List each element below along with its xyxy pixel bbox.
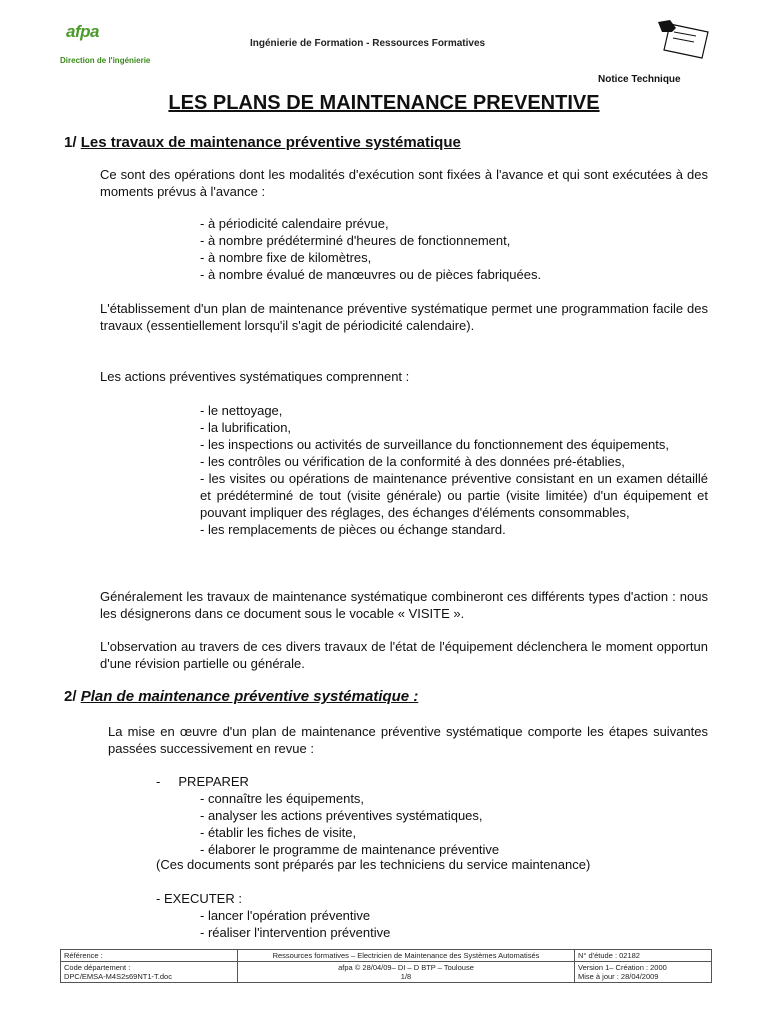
list-item: - lancer l'opération préventive [200, 908, 371, 923]
section-2-heading: Plan de maintenance préventive systématique : [80, 688, 419, 705]
section-1-para-2: L'établissement d'un plan de maintenance préventive systématique permet une programmation facile des travaux (essentiellement lorsqu'il s'agit de périodicité calendaire). [100, 301, 708, 333]
copyright: afpa © 28/04/09– DI – D BTP – Toulouse [338, 963, 474, 972]
preparer-note [156, 856, 590, 873]
afpa-logo: afpa [66, 22, 99, 41]
list-item: - les visites ou opérations de maintenance préventive consistant en un examen détaillé et prédéterminé de tout (visite générale) ou partie (visite limitée) d'un équipement et pouvant impliquer des réglages, des échanges d'éléments consommables, [200, 471, 708, 520]
section-1-intro: Ce sont des opérations dont les modalités d'exécution sont fixées à l'avance et qui sont exécutées à des moments prévus à l'avance : [100, 167, 708, 199]
document-hand-icon [656, 18, 712, 62]
header-title: Ingénierie de Formation - Ressources Formatives [250, 38, 486, 49]
list-item: - les inspections ou activités de surveillance du fonctionnement des équipements, [200, 437, 669, 452]
preparer-list [200, 790, 499, 858]
preparer-note-text: (Ces documents sont préparés par les techniciens du service maintenance) [156, 857, 591, 872]
code-cell [61, 962, 238, 983]
footer-row [61, 962, 712, 983]
reference-label: Référence : [61, 950, 238, 962]
notice-label: Notice Technique [598, 74, 681, 85]
version: Version 1– Création : 2000 [578, 963, 667, 972]
section-1-para-5: L'observation au travers de ces divers travaux de l'état de l'équipement déclenchera le moment opportun d'une révision partielle ou générale. [100, 639, 708, 671]
actions-list [200, 402, 708, 538]
list-item: - à nombre prédéterminé d'heures de fonctionnement, [200, 233, 511, 248]
page-title: LES PLANS DE MAINTENANCE PREVENTIVE [168, 92, 600, 114]
list-item: - à nombre évalué de manœuvres ou de pièces fabriquées. [200, 267, 542, 282]
list-item: - réaliser l'intervention préventive [200, 925, 391, 940]
footer-table [60, 949, 712, 983]
list-item: - élaborer le programme de maintenance préventive [200, 842, 500, 857]
section-1-title [64, 134, 461, 151]
page-number: 1/8 [400, 972, 412, 981]
list-item: - le nettoyage, [200, 403, 283, 418]
list-item: - à périodicité calendaire prévue, [200, 216, 389, 231]
reference-title: Ressources formatives – Electricien de Maintenance des Systèmes Automatisés [238, 950, 575, 962]
list-item: - à nombre fixe de kilomètres, [200, 250, 372, 265]
section-2-number: 2/ [64, 688, 77, 705]
list-item: - les remplacements de pièces ou échange standard. [200, 522, 506, 537]
logo-subtitle: Direction de l'ingénierie [60, 56, 151, 65]
list-item: - analyser les actions préventives systématiques, [200, 808, 483, 823]
section-2-title [64, 688, 418, 705]
list-item: - les contrôles ou vérification de la conformité à des données pré-établies, [200, 454, 625, 469]
section-1-para-4: Généralement les travaux de maintenance systématique combineront ces différents types d'action : nous les désignerons dans ce document sous le vocable « VISITE ». [100, 589, 708, 621]
preparer-heading: - PREPARER [156, 774, 249, 789]
list-item: - établir les fiches de visite, [200, 825, 357, 840]
executer-label [156, 890, 242, 907]
periodicity-list [200, 215, 541, 283]
preparer-label [156, 773, 249, 790]
code-value: DPC/EMSA-M4S2s69NT1-T.doc [64, 972, 172, 981]
code-label: Code département : [64, 963, 131, 972]
footer-row [61, 950, 712, 962]
section-2-intro: La mise en œuvre d'un plan de maintenance préventive systématique comporte les étapes suivantes passées successivement en revue : [108, 724, 708, 756]
section-1-heading: Les travaux de maintenance préventive systématique [80, 134, 461, 151]
executer-list [200, 907, 390, 941]
update-date: Mise à jour : 28/04/2009 [578, 972, 659, 981]
list-item: - la lubrification, [200, 420, 292, 435]
version-cell [575, 962, 712, 983]
section-1-para-3: Les actions préventives systématiques comprennent : [100, 369, 410, 384]
executer-heading: - EXECUTER : [156, 891, 242, 906]
section-1-number: 1/ [64, 134, 77, 151]
list-item: - connaître les équipements, [200, 791, 365, 806]
etude-number: N° d'étude : 02182 [575, 950, 712, 962]
copyright-cell [238, 962, 575, 983]
